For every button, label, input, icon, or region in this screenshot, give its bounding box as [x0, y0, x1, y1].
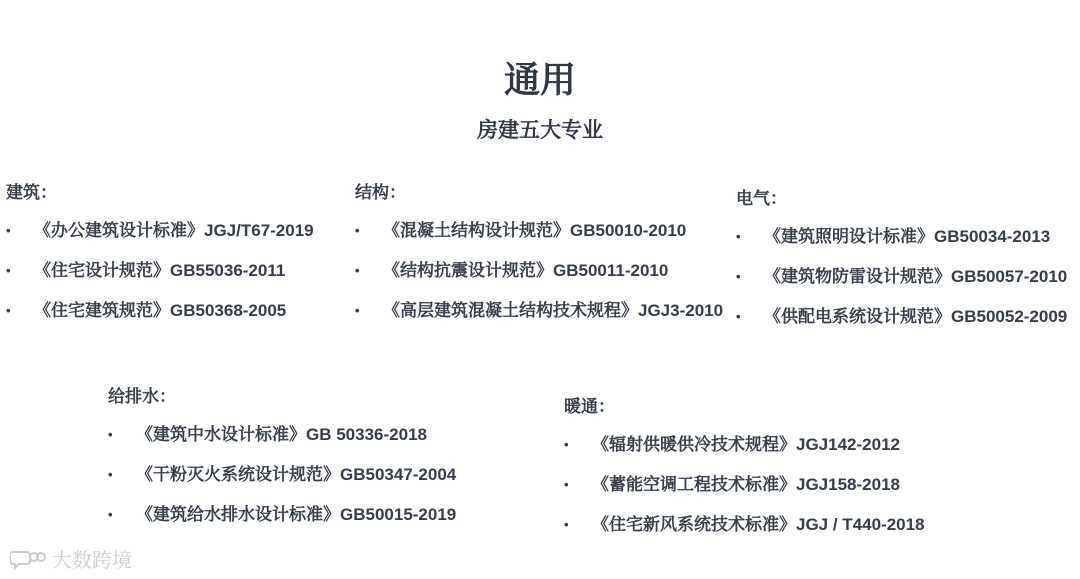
section-hvac: [564, 395, 925, 553]
list-item: [355, 219, 687, 259]
standard-text: 《供配电系统设计规范》GB50052-2009: [764, 307, 1068, 326]
list-item: [6, 219, 314, 259]
bullet-icon: •: [564, 517, 569, 532]
list-item: [108, 463, 457, 503]
standard-text: 《住宅设计规范》GB55036-2011: [34, 261, 286, 280]
list-item: [564, 513, 925, 553]
bullet-icon: •: [355, 303, 360, 318]
standard-text: 《建筑照明设计标准》GB50034-2013: [764, 227, 1051, 246]
standard-text: 《建筑中水设计标准》GB 50336-2018: [136, 425, 427, 444]
bullet-icon: •: [355, 263, 360, 278]
standard-text: 《建筑给水排水设计标准》GB50015-2019: [136, 505, 457, 524]
list-item: [736, 265, 1068, 305]
page-subtitle: 房建五大专业: [477, 119, 603, 142]
bullet-icon: •: [736, 309, 741, 324]
standard-text: 《办公建筑设计标准》JGJ/T67-2019: [34, 221, 314, 240]
section-heading: 结构：: [355, 183, 406, 202]
list-item: [6, 299, 287, 339]
bullet-icon: •: [736, 229, 741, 244]
section-heading: 暖通：: [564, 397, 615, 416]
section-heading: 给排水：: [108, 387, 176, 406]
section-heading: 电气：: [736, 189, 787, 208]
bullet-icon: •: [355, 223, 360, 238]
section-architecture: [6, 181, 314, 339]
standards-list: [564, 433, 925, 553]
standards-list: [6, 219, 314, 339]
standard-text: 《蓄能空调工程技术标准》JGJ158-2018: [592, 475, 900, 494]
section-electrical: [736, 187, 1068, 345]
section-plumbing: [108, 385, 457, 543]
list-item: [564, 473, 900, 513]
standard-text: 《建筑物防雷设计规范》GB50057-2010: [764, 267, 1068, 286]
list-item: [108, 503, 457, 543]
standards-list: [108, 423, 457, 543]
list-item: [355, 299, 724, 339]
list-item: [355, 259, 669, 299]
list-item: [108, 423, 427, 463]
bullet-icon: •: [564, 477, 569, 492]
chat-bubbles-logo-icon: [10, 548, 46, 570]
bullet-icon: •: [564, 437, 569, 452]
list-item: [564, 433, 900, 473]
watermark-text: 大数跨境: [52, 550, 132, 572]
standard-text: 《干粉灭火系统设计规范》GB50347-2004: [136, 465, 457, 484]
list-item: [6, 259, 286, 299]
bullet-icon: •: [6, 303, 11, 318]
list-item: [736, 305, 1068, 345]
standard-text: 《高层建筑混凝土结构技术规程》JGJ3-2010: [383, 301, 724, 320]
standard-text: 《混凝土结构设计规范》GB50010-2010: [383, 221, 687, 240]
standards-list: [355, 219, 724, 339]
section-structure: [355, 181, 724, 339]
standard-text: 《住宅新风系统技术标准》JGJ / T440-2018: [592, 515, 925, 534]
standards-list: [736, 225, 1068, 345]
watermark: [10, 544, 132, 573]
bullet-icon: •: [108, 507, 113, 522]
page-title: 通用: [503, 59, 576, 100]
list-item: [736, 225, 1051, 265]
standard-text: 《结构抗震设计规范》GB50011-2010: [383, 261, 669, 280]
bullet-icon: •: [736, 269, 741, 284]
bullet-icon: •: [6, 223, 11, 238]
bullet-icon: •: [108, 427, 113, 442]
standard-text: 《辐射供暖供冷技术规程》JGJ142-2012: [592, 435, 900, 454]
standard-text: 《住宅建筑规范》GB50368-2005: [34, 301, 287, 320]
bullet-icon: •: [6, 263, 11, 278]
section-heading: 建筑：: [6, 183, 57, 202]
bullet-icon: •: [108, 467, 113, 482]
